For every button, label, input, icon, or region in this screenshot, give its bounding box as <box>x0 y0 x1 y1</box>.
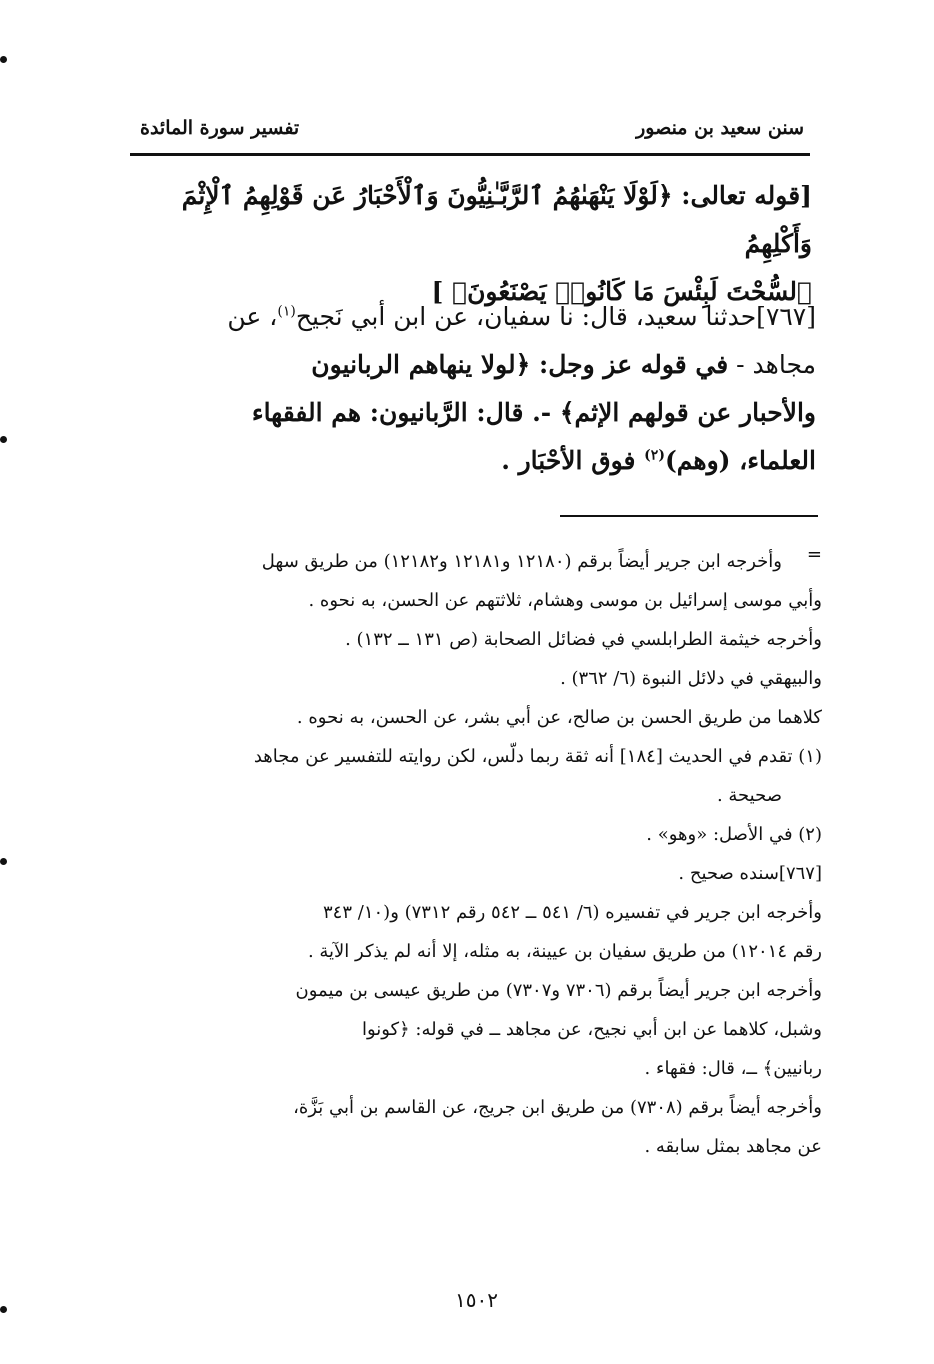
continuation-mark: = <box>806 544 822 565</box>
footnote-line: كلاهما من طريق الحسن بن صالح، عن أبي بشر، عن الحسن، به نحوه . <box>296 707 822 728</box>
hadith-line: والأحبار عن قولهم الإثم﴾ -. قال: الرَّبانيون: هم الفقهاء <box>251 398 816 427</box>
takhrij-line: عن مجاهد بمثل سابقه . <box>644 1136 822 1157</box>
hadith-text <box>112 293 816 485</box>
takhrij-line: رقم ١٢٠١٤) من طريق سفيان بن عيينة، به مثله، إلا أنه لم يذكر الآية . <box>307 941 822 962</box>
footnotes <box>118 542 822 1166</box>
footnote-line: وأخرجه خيثمة الطرابلسي في فضائل الصحابة (ص ١٣١ ــ ١٣٢) . <box>345 629 822 650</box>
hadith-text-span: في قوله عز وجل: ﴿لولا ينهاهم الربانيون <box>311 350 729 379</box>
takhrij-line: وأخرجه ابن جرير في تفسيره (٦/ ٥٤١ ــ ٥٤٢ رقم ٧٣١٢) و(١٠/ ٣٤٣ <box>323 902 822 923</box>
takhrij-line: وأخرجه ابن جرير أيضاً برقم (٧٣٠٦ و٧٣٠٧) من طريق عيسى بن ميمون <box>295 980 822 1001</box>
scan-edge-mark <box>0 436 7 443</box>
scan-edge-mark <box>0 56 7 63</box>
footnote-marker: (١) <box>277 303 296 320</box>
footnote-2: (٢) في الأصل: «وهو» . <box>646 824 822 845</box>
hadith-line <box>112 293 816 341</box>
verse-line: [قوله تعالى: ﴿لَوْلَا يَنْهَىٰهُمُ ٱلرَّبَّـٰنِيُّونَ وَٱلْأَحْبَارُ عَن قَوْلِهِمُ ٱلْإِثْمَ وَأَكْلِهِمُ <box>181 181 812 258</box>
takhrij-heading: [٧٦٧]سنده صحيح . <box>678 863 822 884</box>
hadith-text-span: مجاهد - <box>728 350 816 379</box>
hadith-text-span: فوق الأحْبَار . <box>501 446 645 475</box>
takhrij-line: ربانيين﴾ ــ، قال: فقهاء . <box>644 1058 822 1079</box>
hadith-line <box>112 341 816 389</box>
footnote-line: والبيهقي في دلائل النبوة (٦/ ٣٦٢) . <box>560 668 822 689</box>
footnote-marker: (٢) <box>644 447 665 464</box>
verse-line: ٱلسُّحْتَ لَبِئْسَ مَا كَانُوا۟ يَصْنَعُونَ﴾ ] <box>431 277 812 306</box>
footnote-divider <box>560 515 818 517</box>
footnote-line: وأخرجه ابن جرير أيضاً برقم (١٢١٨٠ و١٢١٨١ و١٢١٨٢) من طريق سهل <box>261 551 782 572</box>
running-header-section-title: تفسير سورة المائدة <box>140 117 300 139</box>
scan-edge-mark <box>0 858 7 865</box>
hadith-text-span: ، عن <box>227 302 278 331</box>
running-header-book-title: سنن سعيد بن منصور <box>636 117 804 139</box>
header-divider <box>130 153 810 156</box>
footnote-line: وأبي موسى إسرائيل بن موسى وهشام، ثلاثتهم عن الحسن، به نحوه . <box>308 590 822 611</box>
page-number: ١٥٠٢ <box>455 1288 498 1312</box>
takhrij-line: وشبل، كلاهما عن ابن أبي نجيح، عن مجاهد ــ في قوله: ﴿كونوا <box>361 1019 822 1040</box>
hadith-text-span: [٧٦٧]حدثنا سعيد، قال: نا سفيان، عن ابن أبي نَجيح <box>295 302 816 331</box>
footnote-1: (١) تقدم في الحديث [١٨٤] أنه ثقة ربما دلّس، لكن روايته للتفسير عن مجاهد <box>253 746 822 767</box>
hadith-line <box>112 437 816 485</box>
scan-edge-mark <box>0 1306 7 1313</box>
takhrij-line: وأخرجه أيضاً برقم (٧٣٠٨) من طريق ابن جريج، عن القاسم بن أبي بَزَّة، <box>293 1097 822 1118</box>
hadith-text-span: العلماء، (وهم) <box>664 446 816 475</box>
footnote-line: صحيحة . <box>716 785 782 806</box>
